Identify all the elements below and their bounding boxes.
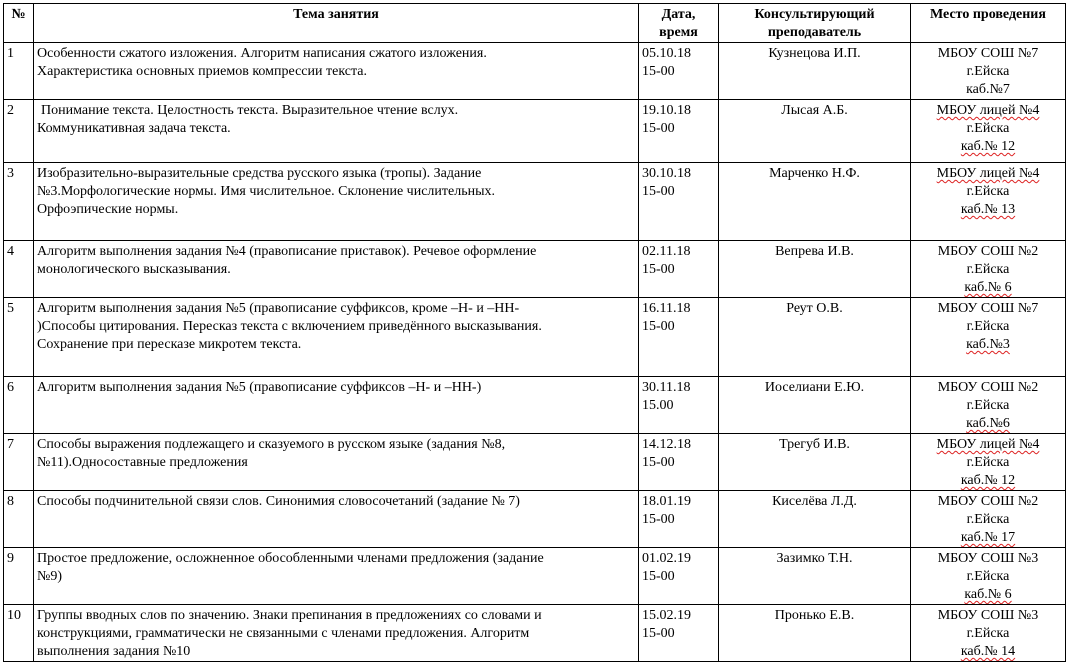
row-date: 30.10.18 15-00 [639,163,719,241]
row-place: МБОУ лицей №4 г.Ейска каб.№ 13 [911,163,1066,241]
row-topic: Способы подчинительной связи слов. Синонимия словосочетаний (задание № 7) [34,491,639,548]
row-teacher: Марченко Н.Ф. [719,163,911,241]
header-num: № [4,4,34,43]
row-date: 05.10.18 15-00 [639,43,719,100]
table-row [4,100,1066,163]
row-place: МБОУ СОШ №2 г.Ейска каб.№ 6 [911,241,1066,298]
row-date: 15.02.19 15-00 [639,605,719,662]
row-num: 7 [4,434,34,491]
row-num: 2 [4,100,34,163]
row-place: МБОУ СОШ №2 г.Ейска каб.№6 [911,377,1066,434]
row-num: 6 [4,377,34,434]
row-num: 5 [4,298,34,377]
row-teacher: Лысая А.Б. [719,100,911,163]
row-topic: Простое предложение, осложненное обособленными членами предложения (задание №9) [34,548,639,605]
row-place: МБОУ СОШ №3 г.Ейска каб.№ 14 [911,605,1066,662]
table-row [4,491,1066,548]
table-row [4,605,1066,662]
row-place: МБОУ СОШ №2 г.Ейска каб.№ 17 [911,491,1066,548]
table-row [4,298,1066,377]
table-row [4,43,1066,100]
row-date: 14.12.18 15-00 [639,434,719,491]
row-topic: Изобразительно-выразительные средства русского языка (тропы). Задание №3.Морфологические нормы. Имя числительное. Склонение числительных. Орфоэпические нормы. [34,163,639,241]
row-teacher: Кузнецова И.П. [719,43,911,100]
row-date: 19.10.18 15-00 [639,100,719,163]
row-teacher: Киселёва Л.Д. [719,491,911,548]
row-topic: Группы вводных слов по значению. Знаки препинания в предложениях со словами и конструкциями, грамматически не связанными с членами предложения. Алгоритм выполнения задания №10 [34,605,639,662]
row-place: МБОУ СОШ №3 г.Ейска каб.№ 6 [911,548,1066,605]
row-teacher: Реут О.В. [719,298,911,377]
schedule-table [3,3,1066,662]
row-num: 1 [4,43,34,100]
row-date: 01.02.19 15-00 [639,548,719,605]
header-row [4,4,1066,43]
row-num: 9 [4,548,34,605]
row-date: 02.11.18 15-00 [639,241,719,298]
row-num: 3 [4,163,34,241]
row-place: МБОУ лицей №4 г.Ейска каб.№ 12 [911,100,1066,163]
table-row [4,163,1066,241]
row-topic: Особенности сжатого изложения. Алгоритм написания сжатого изложения. Характеристика основных приемов компрессии текста. [34,43,639,100]
header-topic: Тема занятия [34,4,639,43]
table-row [4,241,1066,298]
table-row [4,377,1066,434]
row-place: МБОУ лицей №4 г.Ейска каб.№ 12 [911,434,1066,491]
row-teacher: Вепрева И.В. [719,241,911,298]
row-topic: Алгоритм выполнения задания №4 (правописание приставок). Речевое оформление монологического высказывания. [34,241,639,298]
row-place: МБОУ СОШ №7 г.Ейска каб.№3 [911,298,1066,377]
header-place: Место проведения [911,4,1066,43]
row-date: 18.01.19 15-00 [639,491,719,548]
row-topic: Алгоритм выполнения задания №5 (правописание суффиксов –Н- и –НН-) [34,377,639,434]
row-teacher: Иоселиани Е.Ю. [719,377,911,434]
row-num: 4 [4,241,34,298]
row-num: 10 [4,605,34,662]
row-topic: Алгоритм выполнения задания №5 (правописание суффиксов, кроме –Н- и –НН- )Способы цитирования. Пересказ текста с включением приведённого высказывания. Сохранение при пересказе микротем текста. [34,298,639,377]
row-date: 30.11.18 15.00 [639,377,719,434]
row-num: 8 [4,491,34,548]
table-row [4,434,1066,491]
row-teacher: Пронько Е.В. [719,605,911,662]
row-date: 16.11.18 15-00 [639,298,719,377]
row-place: МБОУ СОШ №7 г.Ейска каб.№7 [911,43,1066,100]
row-topic: Понимание текста. Целостность текста. Выразительное чтение вслух. Коммуникативная задача текста. [34,100,639,163]
header-teacher: Консультирующий преподаватель [719,4,911,43]
row-topic: Способы выражения подлежащего и сказуемого в русском языке (задания №8, №11).Односоставные предложения [34,434,639,491]
table-row [4,548,1066,605]
row-teacher: Зазимко Т.Н. [719,548,911,605]
header-date: Дата, время [639,4,719,43]
row-teacher: Трегуб И.В. [719,434,911,491]
